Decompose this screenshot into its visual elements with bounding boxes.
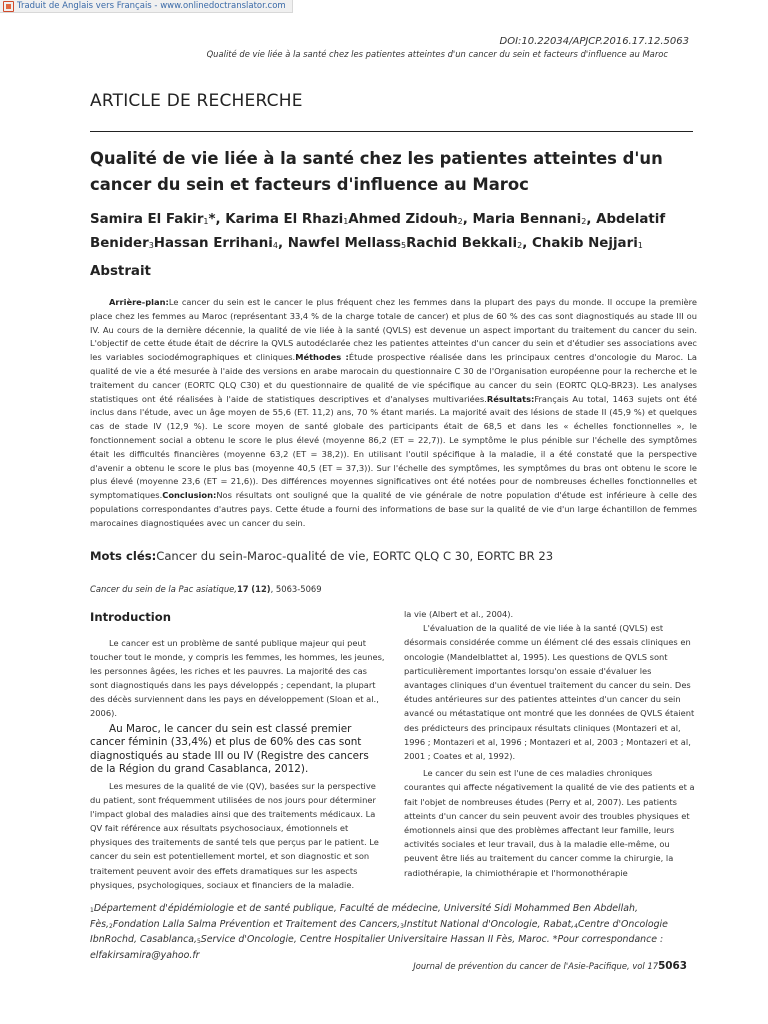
paragraph: Les mesures de la qualité de vie (QV), basées sur la perspective du patient, sont fréquemment utilisées de nos jours pour déterminer l'impact global des maladies ainsi que des traitements médicaux. La QV fait référence aux résultats psychosociaux, émotionnels et physiques des traitements de santé tels que perçus par le patient. Le cancer du sein est potentiellement mortel, et son diagnostic et son traitement peuvent avoir des effets dramatiques sur les aspects physiques, psychologiques, sociaux et financiers de la maladie. [90,780,379,890]
paragraph: L'évaluation de la qualité de vie liée à la santé (QVLS) est désormais considérée comme un élément clé des essais cliniques en oncologie (Mandelblattet al, 1995). Les questions de QVLS sont particulièrement importantes lorsqu'on essaie d'évaluer les avantages cliniques d'un éventuel traitement du cancer du sein. Des études antérieures sur des patientes atteintes d'un cancer du sein avancé ou métastatique ont montré que les données de QVLS étaient des prédicteurs des principaux résultats cliniques (Montazeri et al, 1996 ; Montazeri et al, 1996 ; Montazeri et al, 2003 ; Montazeri et al, 2001 ; Coates et al, 1992). [404,623,695,762]
introduction-heading: Introduction [90,610,171,624]
author: Chakib Nejjari$_1$ [531,236,643,251]
translator-banner[interactable] [0,0,293,13]
conclusion-text: Nos résultats ont souligné que la qualité de vie générale de notre population d'étude est inférieure à celle des populations correspondantes d'autres pays. Cette étude a fourni des informations de base sur la qualité de vie d'un large échantillon de femmes marocaines diagnostiquées avec un cancer du sein. [90,490,697,528]
paragraph: Le cancer est un problème de santé publique majeur qui peut toucher tout le monde, y compris les femmes, les hommes, les jeunes, les personnes âgées, les riches et les pauvres. La majorité des cas sont diagnostiqués dans les pays développés ; cependant, la plupart des décès surviennent dans les pays en développement (Sloan et al., 2006). [90,638,385,719]
author: Ahmed Zidouh$_2$, [348,212,473,227]
paragraph: Le cancer du sein est l'une de ces maladies chroniques courantes qui affecte négativement la qualité de vie des patients et a fait l'objet de nombreuses études (Perry et al, 2007). Les patients atteints d'un cancer du sein peuvent avoir des troubles physiques et émotionnels ainsi que des problèmes affectant leur famille, leurs activités sociales et leur travail, dus à la maladie elle-même, ou peuvent être liés au traitement du cancer comme la chirurgie, la radiothérapie, la chimiothérapie et l'hormonothérapie [404,768,695,878]
left-column [90,636,385,892]
right-column [404,607,696,880]
paragraph: Au Maroc, le cancer du sein est classé premier cancer féminin (33,4%) et plus de 60% des cas sont diagnostiqués au stade III ou IV (Registre des cancers de la Région du grand Casablanca, 2012). [90,722,369,776]
page-number: 5063 [658,960,687,972]
keywords [90,549,553,563]
journal-footer: Journal de prévention du cancer de l'Asie-Pacifique, vol 175063 [413,960,687,972]
paragraph: la vie (Albert et al., 2004). [404,609,514,619]
author: Maria Bennani$_2$, [472,212,597,227]
doi: DOI:10.22034/APJCP.2016.17.12.5063 [499,36,689,47]
abstract-heading: Abstrait [90,264,151,279]
affiliations-footnote: $_1$Département d'épidémiologie et de santé publique, Faculté de médecine, Université Sidi Mohammed Ben Abdellah, $Fès,_2Fondation$ Lalla Salma Prévention et Traitement des $Cancers,_3Institut$ National d'Oncologie, $Rabat,_4Centre$ d'Oncologie IbnRochd, $Casablanca,_5Service$ d'Oncologie, Centre Hospitalier Universitaire Hassan II Fès, Maroc. *Pour correspondance : elfakirsamira@yahoo.fr [90,903,668,961]
conclusion-label: Conclusion: [162,490,217,501]
top-rule [90,131,693,132]
author: Rachid Bekkali$_2$, [406,236,532,251]
author: Samira El Fakir$_1$*, [90,212,226,227]
results-text: Français Au total, 1463 sujets ont été inclus dans l'étude, avec un âge moyen de 55,6 (ET. 11,2) ans, 70 % étant mariés. La majorité avait des lésions de stade II (45,9 %) et quelques cas de stade IV (12,9 %). Le score moyen de santé globale des participants était de 68,5 et dans les « échelles fonctionnelles », le fonctionnement social a obtenu le score le plus élevé (moyenne 86,2 (ET = 22,7)). Le symptôme le plus pénible sur l'échelle des symptômes était les difficultés financières (moyenne 63,2 (ET = 38,2)). En utilisant l'outil spécifique à la maladie, il a été constaté que la perspective d'avenir a obtenu le score le plus bas (moyenne 40,5 (ET = 37,3)). Sur l'échelle des symptômes, les symptômes du bras ont obtenu le score le plus élevé (moyenne 23,6 (ET = 21,6)). Des différences moyennes significatives ont été notées pour de nombreuses échelles fonctionnelles et symptomatiques. [90,393,697,501]
author: Nawfel Mellass$_5$ [287,236,407,251]
article-title: Qualité de vie liée à la santé chez les patientes atteintes d'un cancer du sein et facteurs d'influence au Maroc [90,149,663,194]
abstract-body [90,296,697,531]
background-label: Arrière-plan: [109,297,169,307]
results-label: Résultats: [486,393,535,404]
author: Hassan Errihani$_4$, [153,236,288,251]
methods-label: Méthodes : [295,352,349,363]
running-title: Qualité de vie liée à la santé chez les patientes atteintes d'un cancer du sein et facteurs d'influence au Maroc [206,49,668,59]
keywords-text: Cancer du sein-Maroc-qualité de vie, EORTC QLQ C 30, EORTC BR 23 [156,549,554,563]
banner-text[interactable]: Traduit de Anglais vers Français - www.onlinedoctranslator.com [17,1,286,11]
citation: Cancer du sein de la Pac asiatique,17 (12), 5063-5069 [90,584,322,594]
pdf-icon [3,1,14,12]
keywords-label: Mots clés: [90,549,157,563]
article-type: ARTICLE DE RECHERCHE [90,91,303,111]
author: Karima El Rhazi$_1$ [225,212,349,227]
background-text: Le cancer du sein est le cancer le plus fréquent chez les femmes dans la plupart des pays du monde. Il occupe la première place chez les femmes au Maroc (représentant 33,4 % de la charge totale de cancer) et plus de 60 % des cas sont diagnostiqués au stade III ou IV. Au cours de la dernière décennie, la qualité de vie liée à la santé (QVLS) est devenue un aspect important du traitement du cancer du sein. L'objectif de cette étude était de décrire la QVLS autodéclarée chez les patientes atteintes d'un cancer du sein et d'étudier ses associations avec les variables sociodémographiques et cliniques. [90,297,697,363]
author-list [90,209,700,257]
author: Abdelatif Benider$_3$ [90,212,666,251]
methods-text: Étude prospective réalisée dans les principaux centres d'oncologie du Maroc. La qualité de vie a été mesurée à l'aide des versions en arabe marocain du questionnaire C 30 de l'Organisation européenne pour la recherche et le traitement du cancer (EORTC QLQ C30) et du questionnaire de qualité de vie spécifique au cancer du sein (EORTC QLQ-BR23). Les analyses statistiques ont été réalisées à l'aide de statistiques descriptives et d'analyses multivariées. [90,352,697,404]
